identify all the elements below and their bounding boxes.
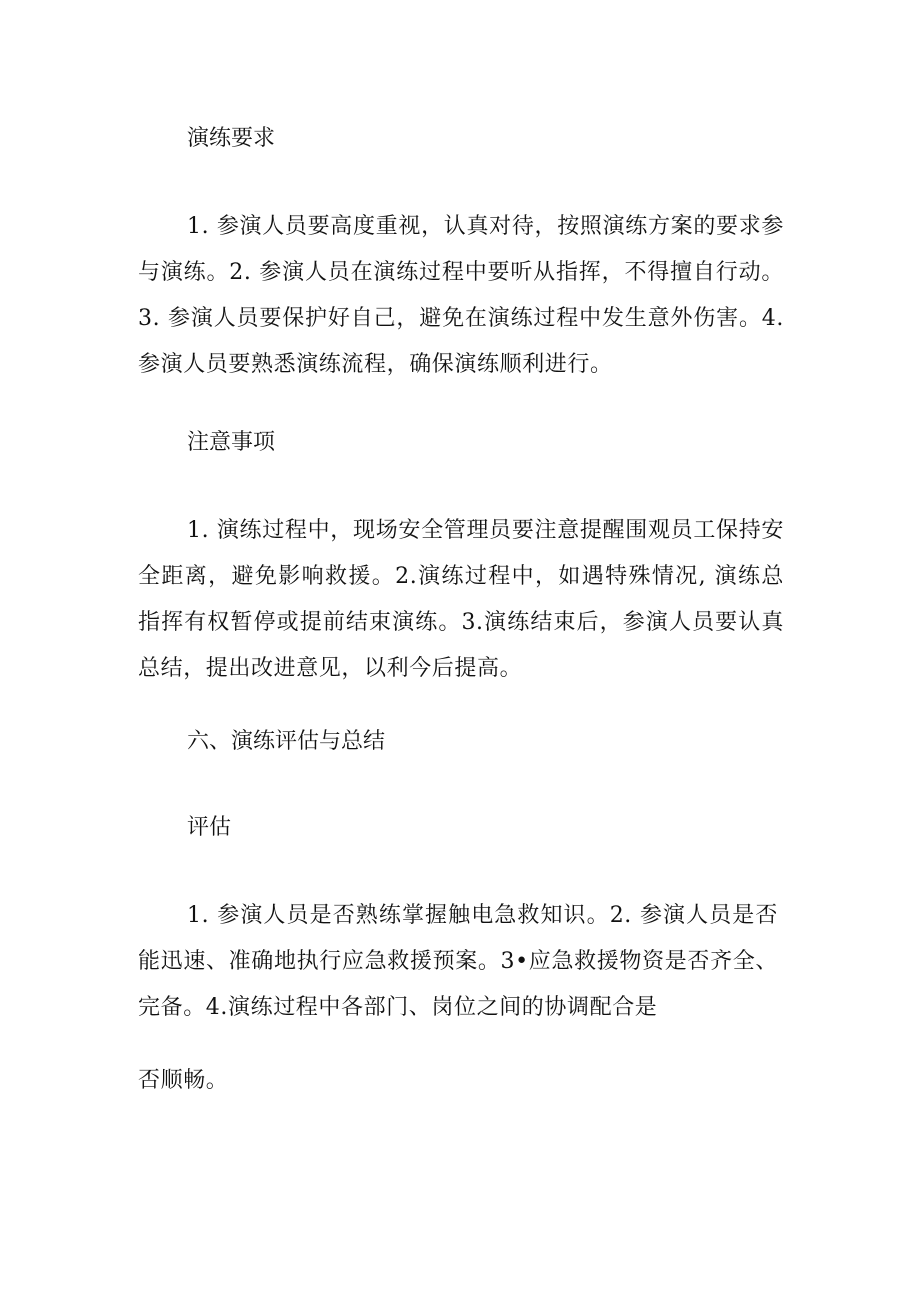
paragraph-requirements: 1. 参演人员要高度重视，认真对待，按照演练方案的要求参与演练。2. 参演人员在演练过程中要听从指挥，不得擅自行动。3. 参演人员要保护好自己，避免在演练过程中发生意外伤害。4. 参演人员要熟悉演练流程，确保演练顺利进行。 bbox=[138, 214, 784, 377]
section-heading-evaluation: 评估 bbox=[187, 815, 232, 840]
section-heading-requirements: 演练要求 bbox=[187, 126, 276, 151]
paragraph-evaluation: 1. 参演人员是否熟练掌握触电急救知识。2. 参演人员是否能迅速、准确地执行应急救援预案。3•应急救援物资是否齐全、完备。4.演练过程中各部门、岗位之间的协调配合是 bbox=[138, 903, 778, 1020]
paragraph-evaluation-tail: 否顺畅。 bbox=[138, 1068, 229, 1093]
section-heading-notes: 注意事项 bbox=[187, 430, 276, 455]
paragraph-notes: 1. 演练过程中，现场安全管理员要注意提醒围观员工保持安全距离，避免影响救援。2.演练过程中，如遇特殊情况, 演练总指挥有权暂停或提前结束演练。3.演练结束后，参演人员要认真总结，提出改进意见，以利今后提高。 bbox=[138, 518, 784, 681]
chapter-heading-six: 六、演练评估与总结 bbox=[187, 729, 386, 754]
